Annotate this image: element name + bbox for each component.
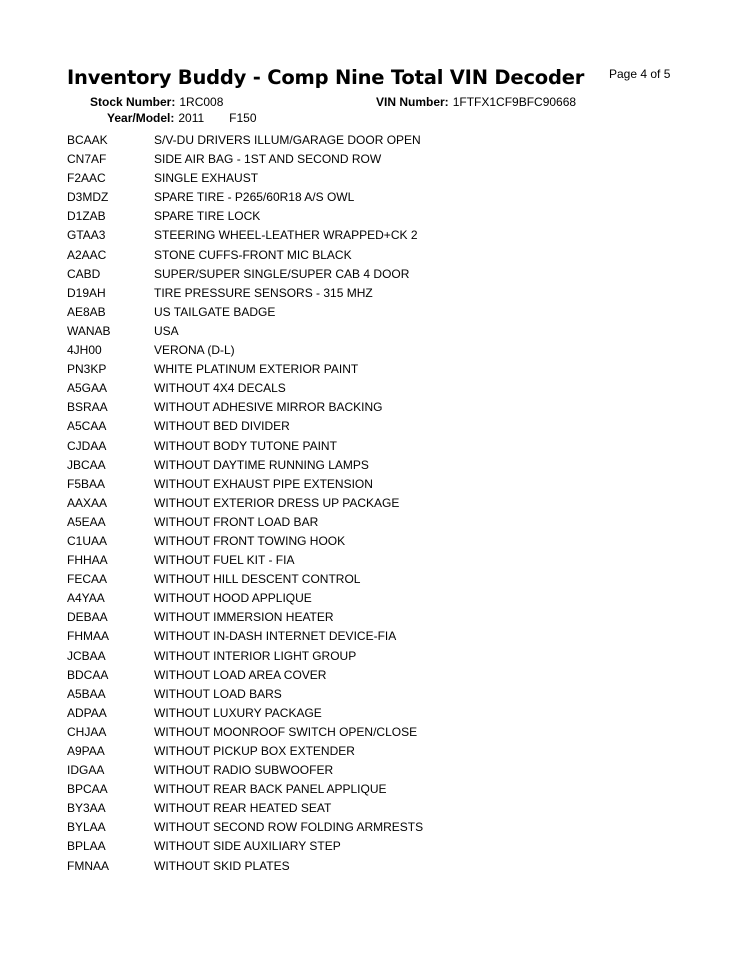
option-code: FHMAA	[67, 629, 109, 644]
option-row	[67, 589, 687, 608]
year-value: 2011	[178, 111, 205, 125]
option-description: WITHOUT FRONT TOWING HOOK	[154, 533, 346, 548]
option-row	[67, 761, 687, 780]
option-description: WITHOUT PICKUP BOX EXTENDER	[154, 744, 355, 758]
option-description: WITHOUT BODY TUTONE PAINT	[154, 438, 337, 453]
option-row	[67, 341, 687, 360]
option-code: BDCAA	[67, 667, 109, 682]
option-code: A5BAA	[67, 686, 106, 701]
option-description: WHITE PLATINUM EXTERIOR PAINT	[154, 362, 359, 377]
option-code: GTAA3	[67, 228, 106, 243]
model-value: F150	[229, 111, 257, 125]
option-code: C1UAA	[67, 533, 108, 548]
option-row	[67, 570, 687, 589]
stock-number-label: Stock Number:	[90, 95, 176, 109]
option-description: SUPER/SUPER SINGLE/SUPER CAB 4 DOOR	[154, 266, 410, 281]
option-code: AAXAA	[67, 495, 108, 510]
option-row	[67, 417, 687, 436]
option-description: TIRE PRESSURE SENSORS - 315 MHZ	[154, 285, 373, 300]
option-row	[67, 207, 687, 226]
option-row	[67, 723, 687, 742]
option-row	[67, 437, 687, 456]
year-model-label: Year/Model:	[107, 111, 175, 125]
option-row	[67, 226, 687, 245]
option-code: CJDAA	[67, 438, 107, 453]
option-code: JBCAA	[67, 457, 106, 472]
option-row	[67, 608, 687, 627]
option-description: WITHOUT MOONROOF SWITCH OPEN/CLOSE	[154, 724, 418, 739]
option-description: SPARE TIRE LOCK	[154, 209, 261, 224]
option-row	[67, 131, 687, 150]
option-code: BYLAA	[67, 820, 106, 835]
option-code: BY3AA	[67, 801, 106, 816]
option-description: WITHOUT FUEL KIT - FIA	[154, 553, 295, 568]
option-code: A9PAA	[67, 744, 105, 758]
option-code: FHHAA	[67, 553, 108, 568]
option-row	[67, 704, 687, 723]
option-row	[67, 818, 687, 837]
option-code: BCAAK	[67, 133, 108, 147]
option-description: WITHOUT LOAD AREA COVER	[154, 667, 327, 682]
option-row	[67, 513, 687, 532]
option-row	[67, 188, 687, 207]
option-row	[67, 780, 687, 799]
option-code: D3MDZ	[67, 190, 109, 205]
option-code: D19AH	[67, 285, 106, 300]
option-row	[67, 837, 687, 856]
year-model	[107, 111, 257, 125]
option-code: 4JH00	[67, 343, 102, 358]
option-description: US TAILGATE BADGE	[154, 304, 276, 319]
option-row	[67, 398, 687, 417]
page-number: Page 4 of 5	[609, 67, 671, 81]
option-code: A5CAA	[67, 419, 107, 434]
option-description: WITHOUT LUXURY PACKAGE	[154, 705, 322, 720]
option-row	[67, 532, 687, 551]
option-description: STONE CUFFS-FRONT MIC BLACK	[154, 247, 352, 262]
page-title: Inventory Buddy - Comp Nine Total VIN Decoder	[67, 66, 585, 89]
stock-number-value: 1RC008	[179, 95, 224, 109]
option-code: F2AAC	[67, 171, 106, 186]
option-description: WITHOUT 4X4 DECALS	[154, 381, 286, 396]
option-code: BPCAA	[67, 782, 108, 797]
option-code: CABD	[67, 266, 101, 281]
option-code: CHJAA	[67, 724, 107, 739]
option-description: WITHOUT RADIO SUBWOOFER	[154, 763, 334, 778]
option-code: A5GAA	[67, 381, 108, 396]
option-code-list	[67, 131, 687, 876]
option-code: CN7AF	[67, 152, 107, 167]
option-description: WITHOUT INTERIOR LIGHT GROUP	[154, 648, 357, 663]
option-description: WITHOUT EXHAUST PIPE EXTENSION	[154, 476, 373, 491]
option-code: ADPAA	[67, 705, 107, 720]
option-code: BPLAA	[67, 839, 106, 854]
option-code: DEBAA	[67, 610, 108, 625]
option-row	[67, 265, 687, 284]
option-row	[67, 322, 687, 341]
option-description: WITHOUT IMMERSION HEATER	[154, 610, 334, 625]
option-code: FECAA	[67, 572, 108, 587]
option-code: JCBAA	[67, 648, 106, 663]
option-description: WITHOUT LOAD BARS	[154, 686, 282, 701]
option-row	[67, 379, 687, 398]
option-description: WITHOUT ADHESIVE MIRROR BACKING	[154, 400, 383, 415]
option-row	[67, 475, 687, 494]
option-row	[67, 799, 687, 818]
option-code: F5BAA	[67, 476, 106, 491]
option-description: WITHOUT HILL DESCENT CONTROL	[154, 572, 361, 587]
option-row	[67, 246, 687, 265]
option-description: USA	[154, 323, 179, 338]
option-description: WITHOUT EXTERIOR DRESS UP PACKAGE	[154, 495, 400, 510]
vin-number-label: VIN Number:	[376, 95, 449, 109]
option-description: WITHOUT BED DIVIDER	[154, 419, 290, 434]
option-code: WANAB	[67, 323, 111, 338]
option-row	[67, 742, 687, 761]
option-code: A5EAA	[67, 514, 106, 529]
option-description: WITHOUT HOOD APPLIQUE	[154, 591, 312, 606]
option-description: WITHOUT REAR HEATED SEAT	[154, 801, 332, 816]
option-description: SPARE TIRE - P265/60R18 A/S OWL	[154, 190, 355, 205]
option-description: STEERING WHEEL-LEATHER WRAPPED+CK 2	[154, 228, 418, 243]
option-description: WITHOUT FRONT LOAD BAR	[154, 514, 319, 529]
option-description: VERONA (D-L)	[154, 343, 235, 358]
option-description: WITHOUT DAYTIME RUNNING LAMPS	[154, 457, 369, 472]
option-row	[67, 685, 687, 704]
option-code: D1ZAB	[67, 209, 106, 224]
option-row	[67, 494, 687, 513]
option-row	[67, 647, 687, 666]
stock-number	[90, 95, 223, 109]
option-code: PN3KP	[67, 362, 107, 377]
option-code: A2AAC	[67, 247, 107, 262]
option-row	[67, 169, 687, 188]
option-row	[67, 284, 687, 303]
option-row	[67, 150, 687, 169]
option-code: A4YAA	[67, 591, 105, 606]
vin-number	[376, 95, 576, 109]
option-description: SIDE AIR BAG - 1ST AND SECOND ROW	[154, 152, 382, 167]
option-description: WITHOUT SECOND ROW FOLDING ARMRESTS	[154, 820, 424, 835]
option-description: SINGLE EXHAUST	[154, 171, 259, 186]
option-row	[67, 666, 687, 685]
option-description: S/V-DU DRIVERS ILLUM/GARAGE DOOR OPEN	[154, 133, 421, 147]
option-row	[67, 627, 687, 646]
option-row	[67, 360, 687, 379]
option-description: WITHOUT REAR BACK PANEL APPLIQUE	[154, 782, 387, 797]
option-code: IDGAA	[67, 763, 105, 778]
option-code: FMNAA	[67, 858, 109, 873]
option-code: BSRAA	[67, 400, 108, 415]
option-code: AE8AB	[67, 304, 106, 319]
vin-number-value: 1FTFX1CF9BFC90668	[452, 95, 577, 109]
option-description: WITHOUT SKID PLATES	[154, 858, 290, 873]
option-row	[67, 303, 687, 322]
option-row	[67, 551, 687, 570]
option-row	[67, 857, 687, 876]
option-row	[67, 456, 687, 475]
option-description: WITHOUT IN-DASH INTERNET DEVICE-FIA	[154, 629, 397, 644]
option-description: WITHOUT SIDE AUXILIARY STEP	[154, 839, 341, 854]
